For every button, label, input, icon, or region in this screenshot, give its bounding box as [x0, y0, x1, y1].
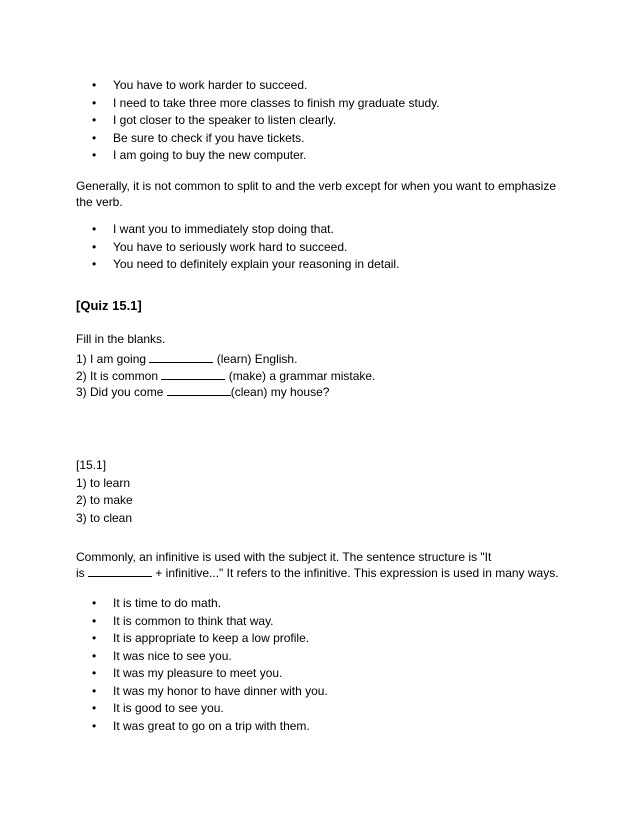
bullet-icon: • [92, 666, 97, 680]
bullet-icon: • [92, 648, 97, 663]
list-item: • It was my pleasure to meet you. [0, 665, 328, 683]
list-item: • It is appropriate to keep a low profile. [0, 630, 328, 648]
list-item: • You need to definitely explain your reasoning in detail. [0, 256, 399, 274]
list-item: • Be sure to check if you have tickets. [0, 130, 440, 148]
quiz-item: 3) Did you come (clean) my house? [76, 385, 330, 399]
list-item: • You have to work harder to succeed. [0, 77, 440, 95]
bullet-icon: • [92, 718, 97, 733]
list-item: • It was nice to see you. [0, 648, 328, 666]
quiz-title: [Quiz 15.1] [76, 298, 142, 313]
blank-field [167, 384, 231, 396]
answer-header: [15.1] [76, 458, 107, 472]
bullet-icon: • [92, 613, 97, 628]
bullet-icon: • [92, 222, 97, 236]
list-item: • It is good to see you. [0, 700, 328, 718]
blank-field [88, 565, 152, 577]
bullet-icon: • [92, 596, 97, 610]
blank-field [161, 368, 225, 380]
answer-key [76, 457, 133, 527]
paragraph-split-infinitive: Generally, it is not common to split to and the verb except for when you want to emphasize the verb. [76, 179, 557, 209]
answer-item: 1) to learn [76, 475, 131, 490]
bullet-icon: • [92, 239, 97, 254]
bullet-list-1 [0, 77, 440, 165]
bullet-icon: • [92, 148, 97, 162]
bullet-icon: • [92, 113, 97, 127]
quiz-item: 2) It is common (make) a grammar mistake. [76, 368, 376, 383]
quiz-items [76, 351, 375, 401]
bullet-icon: • [92, 683, 97, 698]
bullet-icon: • [92, 701, 97, 715]
list-item: • You have to seriously work hard to succeed. [0, 239, 399, 257]
answer-item: 3) to clean [76, 510, 133, 525]
list-item: • It was my honor to have dinner with you. [0, 683, 328, 701]
bullet-icon: • [92, 130, 97, 145]
bullet-icon: • [92, 78, 97, 92]
paragraph-it-infinitive: Commonly, an infinitive is used with the subject it. The sentence structure is "It is + infinitive..." It refers to the infinitive. This expression is used in many ways. [76, 550, 559, 580]
answer-item: 2) to make [76, 493, 133, 507]
list-item: • I need to take three more classes to finish my graduate study. [0, 95, 440, 113]
bullet-icon: • [92, 631, 97, 645]
bullet-icon: • [92, 257, 97, 271]
quiz-instruction: Fill in the blanks. [76, 332, 166, 346]
quiz-item: 1) I am going (learn) English. [76, 352, 298, 366]
list-item: • It is time to do math. [0, 595, 328, 613]
blank-field [149, 351, 213, 363]
list-item: • It was great to go on a trip with them. [0, 718, 328, 736]
list-item: • I want you to immediately stop doing that. [0, 221, 399, 239]
list-item: • It is common to think that way. [0, 613, 328, 631]
bullet-list-3 [0, 595, 328, 735]
list-item: • I am going to buy the new computer. [0, 147, 440, 165]
list-item: • I got closer to the speaker to listen clearly. [0, 112, 440, 130]
bullet-icon: • [92, 95, 97, 110]
bullet-list-2 [0, 221, 399, 274]
